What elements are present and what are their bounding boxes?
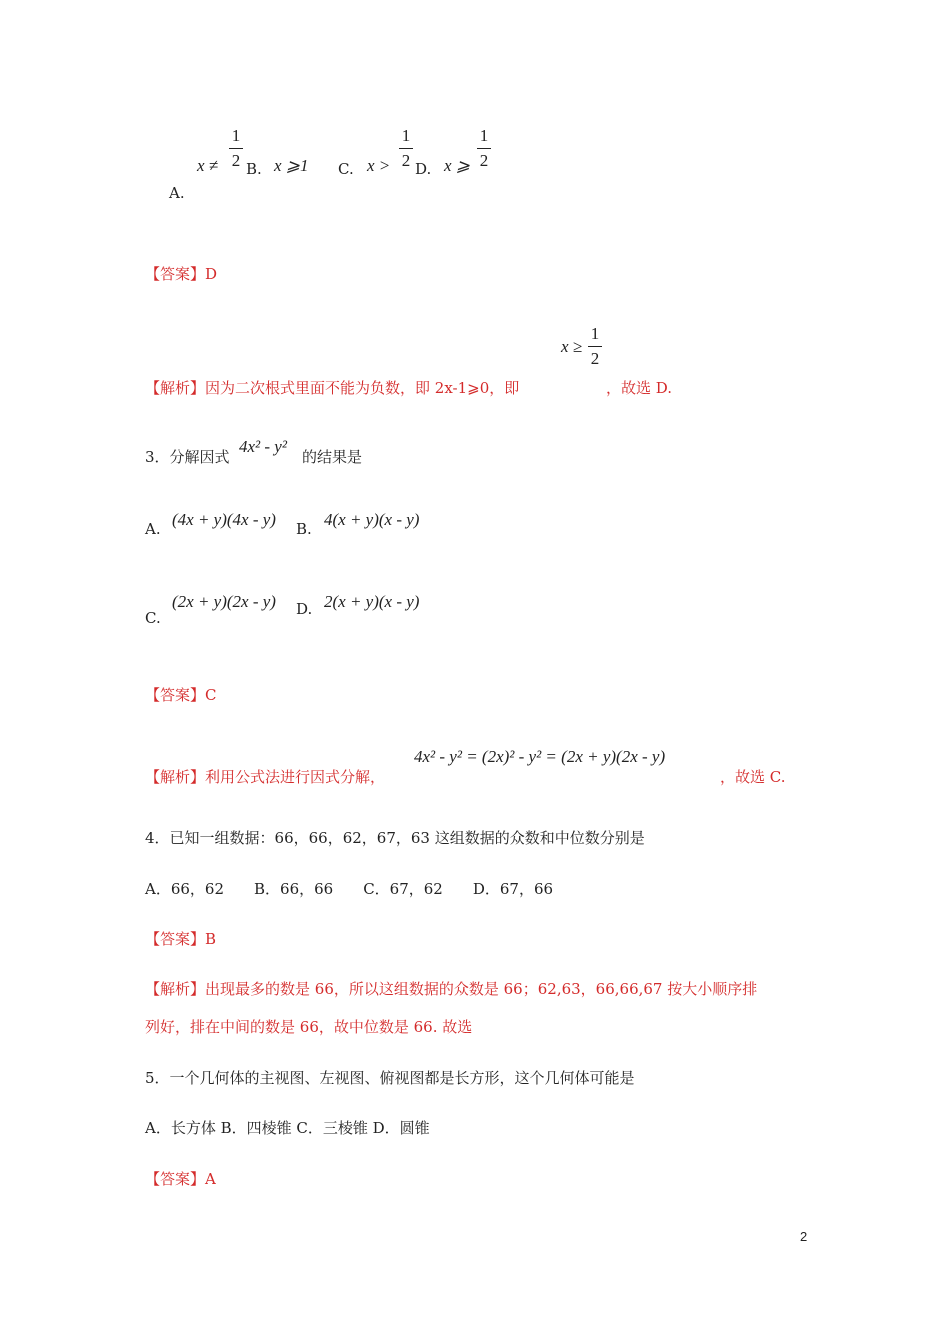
q2-analysis-end: ，故选 D. xyxy=(606,379,673,397)
q3-option-d-expr: 2(x + y)(x - y) xyxy=(324,592,420,611)
q3-stem-prefix: 3．分解因式 xyxy=(145,448,230,466)
page-number: 2 xyxy=(800,1229,808,1244)
q3-option-a-label: A. xyxy=(145,520,161,538)
q3-option-b-label: B. xyxy=(296,520,312,538)
q3-analysis-tag: 【解析】 xyxy=(145,768,206,786)
q2-analysis-tag: 【解析】 xyxy=(145,379,206,397)
q3-option-c-expr: (2x + y)(2x - y) xyxy=(172,592,276,611)
q2-analysis-fraction: 1 2 xyxy=(588,324,602,369)
q2-option-b-expr: x ⩾1 xyxy=(274,156,309,175)
q3-option-c-label: C. xyxy=(145,609,161,627)
q3-option-a-expr: (4x + y)(4x - y) xyxy=(172,510,276,529)
q2-analysis-text: 因为二次根式里面不能为负数，即 2x-1⩾0，即 xyxy=(205,379,520,397)
q3-stem-suffix: 的结果是 xyxy=(302,448,363,466)
q5-answer: 【答案】A xyxy=(145,1170,216,1188)
q2-option-b-label: B. xyxy=(246,160,262,178)
q2-analysis-expr: x ≥ xyxy=(561,337,583,356)
q2-option-a-fraction: 1 2 xyxy=(229,126,243,171)
q3-option-b-expr: 4(x + y)(x - y) xyxy=(324,510,420,529)
q4-analysis-line2: 列好，排在中间的数是 66，故中位数是 66. 故选 xyxy=(145,1018,473,1036)
q2-option-d-expr: x ⩾ xyxy=(444,156,471,175)
q2-option-c-fraction: 1 2 xyxy=(399,126,413,171)
q2-option-d-fraction: 1 2 xyxy=(477,126,491,171)
q2-analysis xyxy=(145,377,519,398)
q3-analysis-expr: 4x² - y² = (2x)² - y² = (2x + y)(2x - y) xyxy=(414,747,666,766)
q2-option-c-expr: x > xyxy=(367,156,391,175)
q3-option-d-label: D. xyxy=(296,600,313,618)
q4-analysis-text-1: 出现最多的数是 66，所以这组数据的众数是 66；62,63，66,66,67 按大小顺序排 xyxy=(205,980,758,998)
q4-stem: 4．已知一组数据：66，66，62，67，63 这组数据的众数和中位数分别是 xyxy=(145,829,645,847)
q2-answer: 【答案】D xyxy=(145,265,218,283)
q4-answer: 【答案】B xyxy=(145,930,217,948)
q3-analysis-end: ，故选 C. xyxy=(720,768,786,786)
q4-analysis-tag: 【解析】 xyxy=(145,980,206,998)
q3-stem-expr: 4x² - y² xyxy=(239,437,287,456)
q4-analysis-line1 xyxy=(145,978,757,999)
q5-options: A．长方体 B．四棱锥 C．三棱锥 D．圆锥 xyxy=(145,1119,430,1137)
q2-option-c-label: C. xyxy=(338,160,354,178)
q2-option-a-expr: x ≠ xyxy=(197,156,219,175)
q2-option-d-label: D. xyxy=(415,160,432,178)
q4-options: A．66，62 B．66，66 C．67，62 D．67，66 xyxy=(145,880,554,898)
q3-analysis-text: 利用公式法进行因式分解， xyxy=(205,768,386,786)
q5-stem: 5．一个几何体的主视图、左视图、俯视图都是长方形，这个几何体可能是 xyxy=(145,1069,635,1087)
q3-analysis xyxy=(145,766,385,787)
q2-option-a-label: A. xyxy=(169,184,185,202)
q3-answer: 【答案】C xyxy=(145,686,217,704)
